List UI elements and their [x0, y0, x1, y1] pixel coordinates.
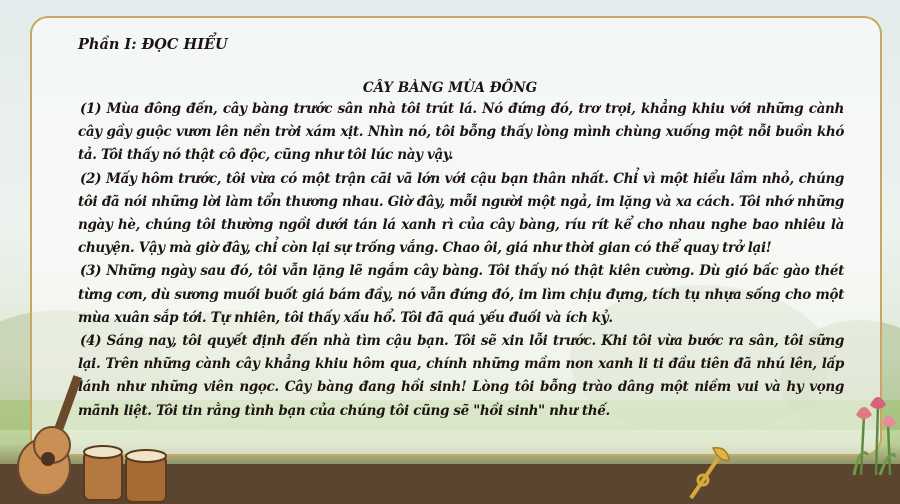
- story-body: [78, 98, 844, 423]
- paragraph-4: (4) Sáng nay, tôi quyết định đến nhà tìm cậu bạn. Tôi sẽ xin lỗi trước. Khi tôi vừa bước ra sân, tôi sững lại. Trên những cành cây khẳng khiu hôm qua, chính những mầm non xanh li ti đầu tiên đã nhú lên, lấp lánh như những viên ngọc. Cây bàng đang hồi sinh! Lòng tôi bỗng trào dâng một niềm vui và hy vọng mãnh liệt. Tôi tin rằng tình bạn của chúng tôi cũng sẽ "hồi sinh" như thế.: [78, 333, 844, 419]
- paragraph-2: (2) Mấy hôm trước, tôi vừa có một trận cãi vã lớn với cậu bạn thân nhất. Chỉ vì một hiểu lầm nhỏ, chúng tôi đã nói những lời làm tổn thương nhau. Giờ đây, mỗi người một ngả, im lặng và xa cách. Tôi nhớ những ngày hè, chúng tôi thường ngồi dưới tán lá xanh rì của cây bàng, ríu rít kể cho nhau nghe bao nhiêu là chuyện. Vậy mà giờ đây, chỉ còn lại sự trống vắng. Chao ôi, giá như thời gian có thể quay trở lại!: [78, 170, 844, 257]
- story-title: CÂY BÀNG MÙA ĐÔNG: [362, 80, 538, 96]
- tulip-flowers-icon: [846, 385, 900, 480]
- section-heading: Phần I: ĐỌC HIỂU: [78, 36, 228, 53]
- paragraph-3: (3) Những ngày sau đó, tôi vẫn lặng lẽ ngắm cây bàng. Tôi thấy nó thật kiên cường. Dù gió bấc gào thét từng cơn, dù sương muối buốt giá bám đầy, nó vẫn đứng đó, im lìm chịu đựng, tích tụ nhựa sống cho một mùa xuân sắp tới. Tự nhiên, tôi thấy xấu hổ. Tôi đã quá yếu đuối và ích kỷ.: [78, 263, 844, 326]
- trumpet-icon: [683, 440, 733, 504]
- paragraph-1: (1) Mùa đông đến, cây bàng trước sân nhà tôi trút lá. Nó đứng đó, trơ trọi, khẳng khiu với những cành cây gầy guộc vươn lên nền trời xám xịt. Nhìn nó, tôi bỗng thấy lòng mình chùng xuống một nỗi buồn khó tả. Tôi thấy nó thật cô độc, cũng như tôi lúc này vậy.: [78, 101, 844, 164]
- bongo-drums-icon: [78, 440, 173, 504]
- guitar-icon: [8, 375, 88, 500]
